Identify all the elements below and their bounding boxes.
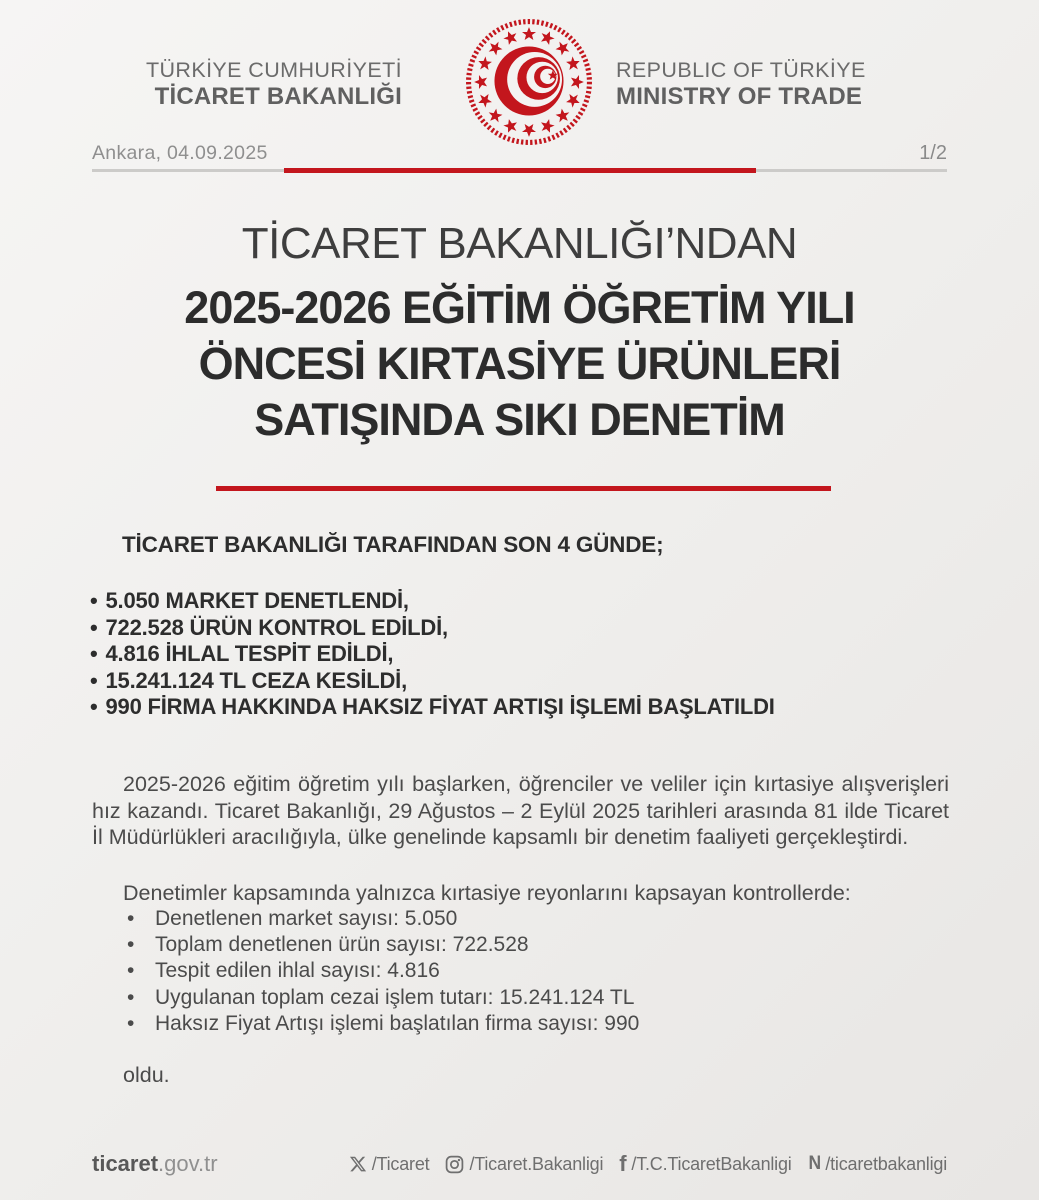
bullet-marker: •: [127, 959, 135, 983]
closing-word: oldu.: [123, 1063, 170, 1087]
ministry-of-trade-emblem-icon: [464, 17, 594, 147]
nsosyal-icon: N: [808, 1153, 820, 1174]
title-kicker: TİCARET BAKANLIĞI’NDAN: [241, 219, 798, 268]
bullet-marker: •: [127, 907, 135, 930]
facebook-handle: /T.C.TicaretBakanligi: [631, 1153, 792, 1174]
bullet-marker: •: [90, 667, 98, 693]
nsosyal-handle: /ticaretbakanligi: [825, 1153, 947, 1174]
detail-bullet-text: Uygulanan toplam cezai işlem tutarı: 15.241.124 TL: [155, 985, 635, 1009]
ministry-name-english: [616, 57, 866, 111]
summary-heading: TİCARET BAKANLIĞI TARAFINDAN SON 4 GÜNDE;: [122, 532, 664, 557]
summary-bullet-text: 4.816 İHLAL TESPİT EDİLDİ,: [105, 641, 394, 667]
instagram-icon: [445, 1155, 464, 1174]
ministry-line-tr: TİCARET BAKANLIĞI: [154, 83, 402, 110]
detail-bullet-text: Denetlenen market sayısı: 5.050: [155, 907, 458, 930]
website-link[interactable]: [92, 1151, 218, 1177]
bullet-marker: •: [127, 1011, 135, 1035]
title-line-2: 2025-2026 EĞİTİM ÖĞRETİM YILI: [184, 282, 855, 333]
nsosyal-social-link[interactable]: [808, 1153, 947, 1175]
dateline: Ankara, 04.09.2025: [92, 142, 268, 164]
body-paragraph-2-intro: Denetimler kapsamında yalnızca kırtasiye reyonlarını kapsayan kontrollerde:: [123, 881, 851, 905]
detail-bullet-text: Toplam denetlenen ürün sayısı: 722.528: [155, 933, 529, 957]
detail-bullet: [127, 906, 927, 932]
header-divider: [92, 169, 947, 172]
bullet-marker: •: [90, 588, 98, 613]
title-line-4: SATIŞINDA SIKI DENETİM: [254, 394, 785, 445]
x-icon: [349, 1155, 367, 1173]
republic-line-en: REPUBLIC OF TÜRKİYE: [616, 58, 866, 82]
title-divider: [216, 486, 831, 491]
bullet-marker: •: [90, 641, 98, 667]
bullet-marker: •: [90, 614, 98, 640]
website-bold-part: ticaret: [92, 1151, 159, 1176]
summary-bullet: [90, 641, 970, 668]
instagram-social-link[interactable]: [445, 1154, 603, 1175]
detail-bullet: [127, 1011, 927, 1037]
facebook-social-link[interactable]: [619, 1151, 792, 1176]
summary-bullet-text: 990 FİRMA HAKKINDA HAKSIZ FİYAT ARTIŞI İŞLEMİ BAŞLATILDI: [105, 694, 775, 720]
summary-bullet-text: 5.050 MARKET DENETLENDİ,: [105, 588, 409, 613]
bullet-marker: •: [127, 985, 135, 1009]
detail-bullet: [127, 958, 927, 984]
republic-line-tr: TÜRKİYE CUMHURİYETİ: [145, 58, 402, 82]
detail-bullet-text: Haksız Fiyat Artışı işlemi başlatılan firma sayısı: 990: [155, 1011, 640, 1035]
ministry-line-en: MINISTRY OF TRADE: [616, 83, 863, 110]
ministry-name-turkish: [146, 57, 402, 111]
facebook-icon: f: [619, 1151, 627, 1176]
summary-bullet: [90, 615, 970, 642]
summary-bullet-text: 15.241.124 TL CEZA KESİLDİ,: [105, 667, 408, 693]
title-line-3: ÖNCESİ KIRTASİYE ÜRÜNLERİ: [198, 338, 841, 389]
summary-bullet: [90, 694, 970, 721]
website-rest-part: .gov.tr: [158, 1151, 218, 1176]
summary-bullet: [90, 588, 970, 615]
header-divider-red-segment: [284, 168, 756, 173]
summary-bullet: [90, 668, 970, 695]
footer: [92, 1144, 947, 1184]
x-social-link[interactable]: [349, 1154, 430, 1175]
detail-bullet: [127, 932, 927, 958]
summary-bullet-list: [90, 588, 970, 721]
page-number: 1/2: [919, 142, 947, 164]
detail-bullet: [127, 985, 927, 1011]
summary-bullet-text: 722.528 ÜRÜN KONTROL EDİLDİ,: [105, 614, 448, 640]
page-title: [0, 218, 1039, 448]
instagram-handle: /Ticaret.Bakanligi: [469, 1153, 604, 1174]
bullet-marker: •: [90, 694, 98, 720]
body-paragraph-1: 2025-2026 eğitim öğretim yılı başlarken, öğrenciler ve veliler için kırtasiye alışverişleri hız kazandı. Ticaret Bakanlığı, 29 Ağustos – 2 Eylül 2025 tarihleri arasında 81 ilde Ticaret İl Müdürlükleri aracılığıyla, ülke genelinde kapsamlı bir denetim faaliyeti gerçekleştirdi.: [92, 772, 949, 849]
detail-bullet-list: [127, 906, 927, 1037]
x-handle: /Ticaret: [371, 1153, 430, 1174]
social-links: [349, 1153, 947, 1175]
bullet-marker: •: [127, 933, 135, 957]
detail-bullet-text: Tespit edilen ihlal sayısı: 4.816: [155, 959, 440, 983]
